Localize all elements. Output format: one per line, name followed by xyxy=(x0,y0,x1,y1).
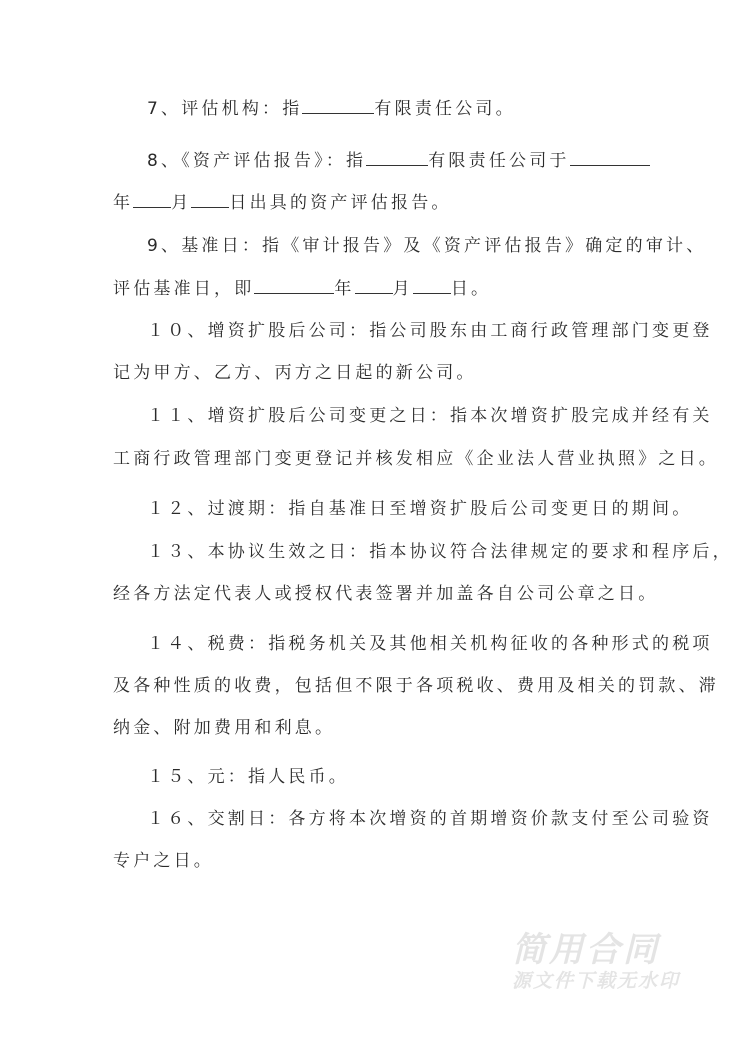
clause-14-line-1: １４、税费：指税务机关及其他相关机构征收的各种形式的税项 xyxy=(147,634,713,654)
blank-field xyxy=(355,277,393,294)
clause-10-line-1: １０、增资扩股后公司：指公司股东由工商行政管理部门变更登 xyxy=(147,321,713,341)
clause-13-line-2: 经各方法定代表人或授权代表签署并加盖各自公司公章之日。 xyxy=(113,584,659,604)
clause-8-line-2: 年 月 日出具的资产评估报告。 xyxy=(113,193,452,213)
blank-field xyxy=(570,149,650,166)
clause-15-line-1: １５、元：指人民币。 xyxy=(147,767,349,787)
clause-16-line-1: １６、交割日：各方将本次增资的首期增资价款支付至公司验资 xyxy=(147,809,713,829)
clause-7-line-1: 7、评估机构：指 有限责任公司。 xyxy=(147,99,516,119)
blank-field xyxy=(254,277,334,294)
blank-field xyxy=(191,191,229,208)
blank-field xyxy=(133,191,171,208)
clause-11-line-2: 工商行政管理部门变更登记并核发相应《企业法人营业执照》之日。 xyxy=(113,449,719,469)
blank-field xyxy=(302,97,374,114)
clause-14-line-3: 纳金、附加费用和利息。 xyxy=(113,718,336,738)
clause-11-line-1: １１、增资扩股后公司变更之日：指本次增资扩股完成并经有关 xyxy=(147,406,713,426)
blank-field xyxy=(366,149,428,166)
clause-9-line-1: 9、基准日：指《审计报告》及《资产评估报告》确定的审计、 xyxy=(147,236,707,256)
clause-9-line-2: 评估基准日，即 年 月 日。 xyxy=(113,279,492,299)
clause-16-line-2: 专户之日。 xyxy=(113,851,214,871)
clause-8-line-1: 8、《资产评估报告》：指 有限责任公司于 xyxy=(147,149,650,172)
clause-10-line-2: 记为甲方、乙方、丙方之日起的新公司。 xyxy=(113,363,477,383)
watermark-title: 简用合同 xyxy=(512,930,660,970)
blank-field xyxy=(413,277,451,294)
watermark-subtitle: 源文件下载无水印 xyxy=(512,970,681,992)
clause-12-line-1: １２、过渡期：指自基准日至增资扩股后公司变更日的期间。 xyxy=(147,499,693,519)
clause-14-line-2: 及各种性质的收费，包括但不限于各项税收、费用及相关的罚款、滞 xyxy=(113,676,719,696)
clause-13-line-1: １３、本协议生效之日：指本协议符合法律规定的要求和程序后， xyxy=(147,542,733,562)
